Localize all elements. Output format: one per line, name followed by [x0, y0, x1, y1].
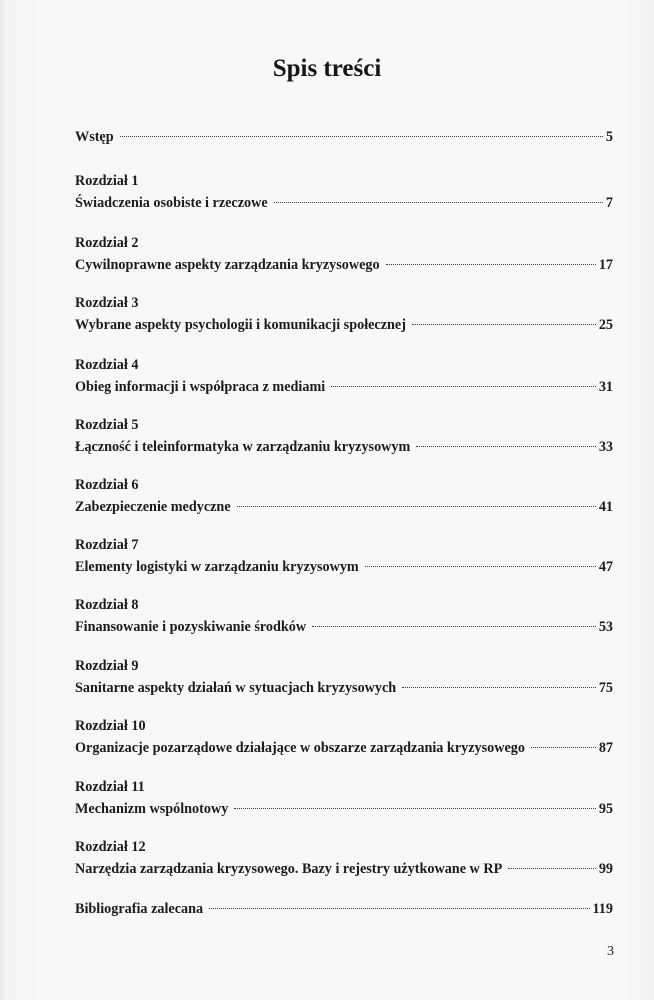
- toc-line: [75, 737, 613, 759]
- toc-entry-chapter-5: [75, 414, 613, 458]
- dot-leader: [209, 908, 589, 909]
- dot-leader: [508, 868, 596, 869]
- chapter-label: Rozdział 10: [75, 718, 146, 734]
- chapter-label: Rozdział 12: [75, 839, 146, 855]
- dot-leader: [412, 324, 596, 325]
- toc-page-number: 47: [598, 559, 613, 575]
- chapter-label: Rozdział 9: [75, 658, 139, 674]
- toc-page-number: 33: [598, 439, 613, 455]
- toc-entry-chapter-4: [75, 354, 613, 398]
- toc-entry-title: Obieg informacji i współpraca z mediami: [75, 379, 326, 395]
- chapter-label: Rozdział 6: [75, 477, 139, 493]
- toc-entry-title: Cywilnoprawne aspekty zarządzania kryzysowego: [75, 257, 380, 273]
- chapter-label: Rozdział 4: [75, 357, 139, 373]
- toc-page-number: 75: [598, 680, 613, 696]
- toc-entry-title: Mechanizm wspólnotowy: [75, 801, 229, 817]
- toc-line: [75, 798, 613, 820]
- toc-line: [75, 616, 613, 638]
- dot-leader: [531, 747, 596, 748]
- toc-page-number: 87: [598, 740, 613, 756]
- toc-entry-chapter-1: [75, 170, 613, 214]
- toc-entry-title: Bibliografia zalecana: [75, 901, 204, 917]
- toc-entry-title: Łączność i teleinformatyka w zarządzaniu kryzysowym: [75, 439, 411, 455]
- toc-line: [75, 677, 613, 699]
- dot-leader: [120, 136, 603, 137]
- toc-page-number: 31: [598, 379, 613, 395]
- toc-entry-title: Zabezpieczenie medyczne: [75, 499, 231, 515]
- dot-leader: [416, 446, 595, 447]
- toc-entry-title: Finansowanie i pozyskiwanie środków: [75, 619, 307, 635]
- dot-leader: [365, 566, 596, 567]
- toc-entry-intro: [75, 126, 613, 148]
- toc-entry-title: Organizacje pozarządowe działające w obszarze zarządzania kryzysowego: [75, 740, 525, 756]
- toc-entry-title: Świadczenia osobiste i rzeczowe: [75, 195, 268, 211]
- toc-entry-title: Elementy logistyki w zarządzaniu kryzysowym: [75, 559, 359, 575]
- dot-leader: [331, 386, 596, 387]
- toc-entry-chapter-9: [75, 655, 613, 699]
- toc-entry-chapter-12: [75, 836, 613, 880]
- chapter-label: Rozdział 2: [75, 235, 139, 251]
- toc-entry-chapter-2: [75, 232, 613, 276]
- chapter-label: Rozdział 11: [75, 779, 145, 795]
- toc-page-number: 17: [598, 257, 613, 273]
- page-number: 3: [607, 944, 614, 959]
- toc-entry-chapter-7: [75, 534, 613, 578]
- page-title: Spis treści: [272, 55, 382, 82]
- toc-page-number: 95: [598, 801, 613, 817]
- toc-page-number: 7: [605, 195, 613, 211]
- toc-entry-chapter-11: [75, 776, 613, 820]
- toc-page-number: 25: [598, 317, 613, 333]
- toc-page-number: 5: [605, 129, 613, 145]
- dot-leader: [237, 506, 596, 507]
- dot-leader: [386, 264, 596, 265]
- toc-entry-title: Wybrane aspekty psychologii i komunikacji społecznej: [75, 317, 406, 333]
- toc-line: [75, 126, 613, 148]
- toc-entry-title: Sanitarne aspekty działań w sytuacjach kryzysowych: [75, 680, 397, 696]
- toc-line: [75, 898, 613, 920]
- toc-line: [75, 436, 613, 458]
- toc-line: [75, 496, 613, 518]
- toc-entry-title: Narzędzia zarządzania kryzysowego. Bazy i rejestry użytkowane w RP: [75, 861, 503, 877]
- toc-entry-chapter-3: [75, 292, 613, 336]
- toc-entry-title: Wstęp: [75, 129, 114, 145]
- toc-page-number: 53: [598, 619, 613, 635]
- toc-line: [75, 254, 613, 276]
- chapter-label: Rozdział 1: [75, 173, 139, 189]
- toc-entry-bibliography: [75, 898, 613, 920]
- dot-leader: [274, 202, 603, 203]
- dot-leader: [402, 687, 596, 688]
- toc-entry-chapter-6: [75, 474, 613, 518]
- toc-page-number: 99: [598, 861, 613, 877]
- chapter-label: Rozdział 3: [75, 295, 139, 311]
- toc-page-number: 41: [598, 499, 613, 515]
- dot-leader: [234, 808, 596, 809]
- toc-page-number: 119: [592, 901, 613, 917]
- chapter-label: Rozdział 5: [75, 417, 139, 433]
- toc-entry-chapter-10: [75, 715, 613, 759]
- toc-line: [75, 314, 613, 336]
- chapter-label: Rozdział 7: [75, 537, 139, 553]
- dot-leader: [312, 626, 596, 627]
- toc-line: [75, 556, 613, 578]
- toc-entry-chapter-8: [75, 594, 613, 638]
- toc-line: [75, 192, 613, 214]
- toc-line: [75, 376, 613, 398]
- toc-line: [75, 858, 613, 880]
- chapter-label: Rozdział 8: [75, 597, 139, 613]
